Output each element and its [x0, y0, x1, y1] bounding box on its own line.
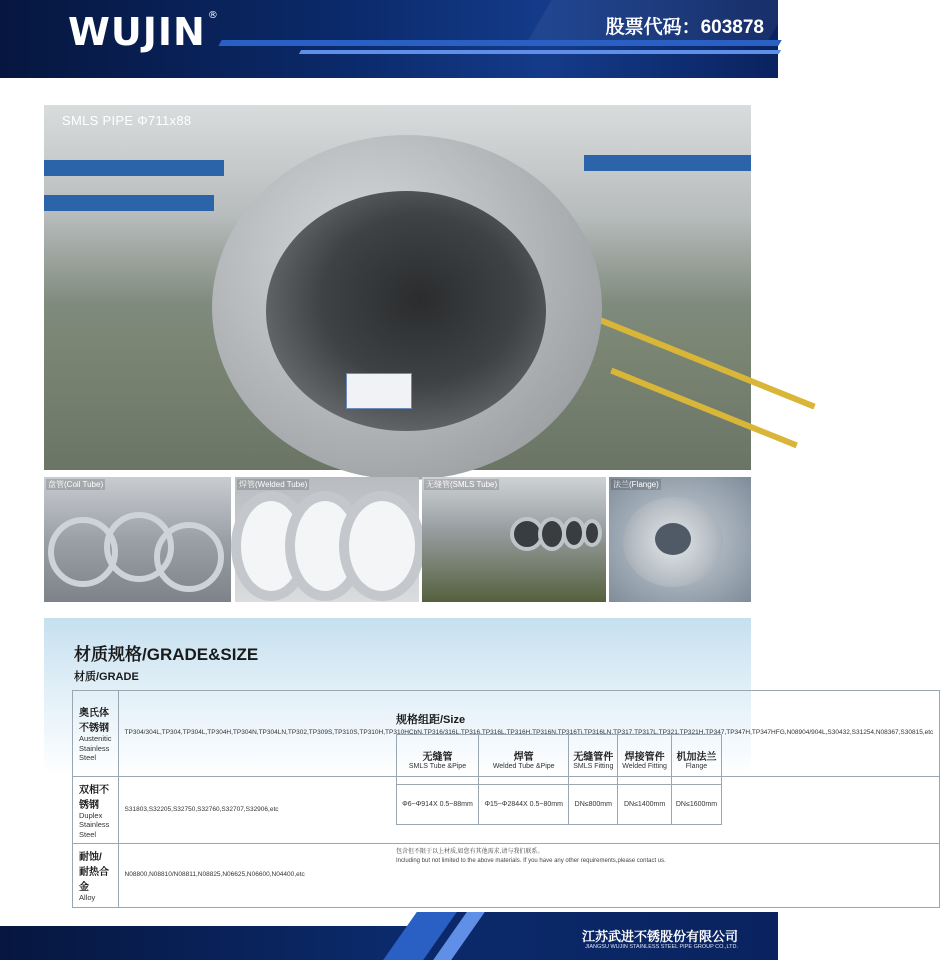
grade-name-cn: 双相不锈钢	[79, 785, 109, 811]
table-row	[397, 785, 722, 825]
photo-caption: 法兰(Flange)	[613, 480, 659, 489]
page-footer	[0, 912, 778, 960]
main-photo-caption: SMLS PIPE Φ711x88	[62, 113, 192, 128]
size-value-cell: DN≤1600mm	[671, 785, 721, 825]
stock-code: 股票代码：603878	[605, 17, 764, 38]
grade-name-en: Duplex Stainless Steel	[79, 811, 110, 839]
size-value-cell: DN≤1400mm	[618, 785, 672, 825]
size-value-cell: DN≤800mm	[569, 785, 618, 825]
company-name-cn: 江苏武进不锈股份有限公司	[581, 929, 738, 944]
note-en: Including but not limited to the above materials. If you have any other requirements,please contact us.	[396, 858, 666, 864]
panel-title: 材质规格/GRADE&SIZE	[74, 645, 259, 664]
photo-rack	[584, 155, 751, 171]
company-name-en: JIANGSU WUJIN STAINLESS STEEL PIPE GROUP CO.,LTD.	[585, 944, 738, 950]
size-value-cell: Φ15~Φ2844X 0.5~80mm	[478, 785, 568, 825]
size-header-en: Welded Tube &Pipe	[492, 762, 555, 770]
footer-white-band	[0, 912, 420, 926]
coil-shape	[154, 522, 224, 592]
size-value-cell: Φ6~Φ914X 0.5~88mm	[397, 785, 479, 825]
flange-photo	[609, 477, 751, 602]
logo-text: WUJIN	[68, 10, 206, 54]
size-header-en: Welded Fitting	[622, 762, 667, 770]
size-header-cn: 无缝管	[422, 751, 453, 763]
size-header-cn: 机加法兰	[676, 751, 717, 763]
registered-mark: ®	[207, 10, 219, 21]
company-logo	[68, 10, 219, 54]
size-header-en: Flange	[685, 762, 708, 770]
page-header	[0, 0, 778, 78]
size-header-cn: 无缝管件	[573, 751, 614, 763]
header-accent-stripe	[299, 50, 781, 54]
photo-rack	[44, 160, 224, 176]
tube-end	[582, 519, 602, 547]
size-header-cell	[569, 735, 618, 785]
grade-name-cn: 奥氏体不锈钢	[79, 708, 109, 735]
grade-name-cell	[73, 777, 119, 844]
size-header-cn: 焊管	[513, 751, 534, 763]
coil-tube-photo	[44, 477, 231, 602]
note-cn: 包含但不限于以上材质,如您有其他需求,请与我们联系。	[396, 849, 544, 855]
size-header-en: SMLS Tube &Pipe	[408, 762, 467, 770]
photo-caption: 盘管(Coil Tube)	[48, 480, 104, 489]
size-header-cell	[397, 735, 479, 785]
size-header-cell	[671, 735, 721, 785]
welded-tube-photo	[235, 477, 419, 602]
grade-name-cell	[73, 844, 119, 907]
grade-name-cell	[73, 691, 119, 777]
photo-rack	[44, 195, 214, 211]
grade-value-cell: TP304/304L,TP304,TP304L,TP304H,TP304N,TP304LN,TP302,TP309S,TP310S,TP310H,TP310HCbN,TP316/316L,TP316,TP316L,TP316H,TP316N,TP316Ti,TP316LN,TP317,TP317L,TP321,TP321H,TP347,TP347H,TP347HFG,N08904/904L,S30432,S31254,N08367,S30815,etc	[118, 691, 940, 777]
table-header-row	[397, 735, 722, 785]
smls-tube-photo	[422, 477, 606, 602]
flange-bore	[655, 523, 691, 555]
photo-caption: 焊管(Welded Tube)	[239, 480, 308, 489]
grade-name-en: Austenitic Stainless Steel	[79, 734, 112, 763]
size-heading: 规格组距/Size	[396, 714, 466, 726]
grade-value-cell: N08800,N08810/N08811,N08825,N06625,N06600,N04400,etc	[118, 844, 940, 907]
size-header-cell	[478, 735, 568, 785]
grade-heading: 材质/GRADE	[74, 671, 139, 683]
grade-value-cell: S31803,S32205,S32750,S32760,S32707,S32906,etc	[118, 777, 940, 844]
grade-name-cn: 耐蚀/耐热合金	[79, 852, 109, 894]
size-table	[396, 734, 722, 825]
main-pipe-photo	[44, 105, 751, 470]
pipe-tag	[346, 373, 412, 409]
tube-end	[339, 491, 425, 601]
grade-size-panel	[44, 618, 934, 903]
size-header-en: SMLS Fitting	[573, 762, 614, 770]
photo-caption: 无缝管(SMLS Tube)	[426, 480, 498, 489]
header-accent-stripe	[218, 40, 781, 46]
size-header-cn: 焊接管件	[624, 751, 665, 763]
grade-name-en: Alloy	[79, 893, 96, 903]
size-header-cell	[618, 735, 672, 785]
